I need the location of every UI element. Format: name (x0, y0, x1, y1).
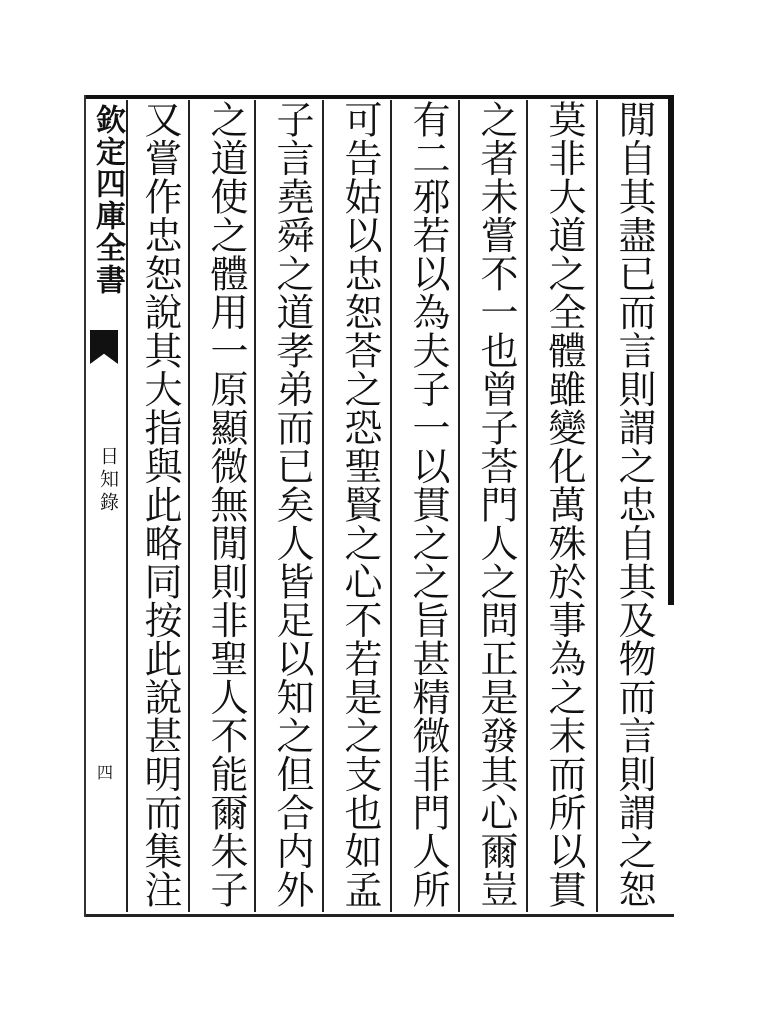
frame-right-border (668, 95, 674, 605)
margin-title: 欽定四庫全書 (90, 104, 125, 296)
text-column-8: 又嘗作忠恕說其大指與此略同按此說甚明而集注 (138, 100, 182, 909)
text-column-2: 莫非大道之全體雖變化萬殊於事為之末而所以貫 (542, 100, 586, 909)
text-column-4: 有二邪若以為夫子一以貫之之旨甚精微非門人所 (406, 100, 450, 909)
column-divider (526, 100, 528, 912)
text-column-7: 之道使之體用一原顯微無閒則非聖人不能爾朱子 (204, 100, 248, 909)
column-divider (390, 100, 392, 912)
frame-bottom-border (84, 914, 674, 917)
margin-page-number: 四 (96, 763, 113, 782)
text-column-5: 可告姑以忠恕荅之恐聖賢之心不若是之支也如孟 (338, 100, 382, 909)
text-column-6: 子言堯舜之道孝弟而已矣人皆足以知之但合内外 (270, 100, 314, 909)
frame-top-border (84, 95, 674, 99)
text-column-1: 閒自其盡已而言則謂之忠自其及物而言則謂之恕 (612, 100, 656, 909)
margin-book-title: 日知錄 (97, 446, 119, 515)
column-divider (596, 100, 598, 912)
column-divider (458, 100, 460, 912)
column-divider (322, 100, 324, 912)
text-column-3: 之者未嘗不一也曾子荅門人之問正是發其心爾豈 (474, 100, 518, 909)
